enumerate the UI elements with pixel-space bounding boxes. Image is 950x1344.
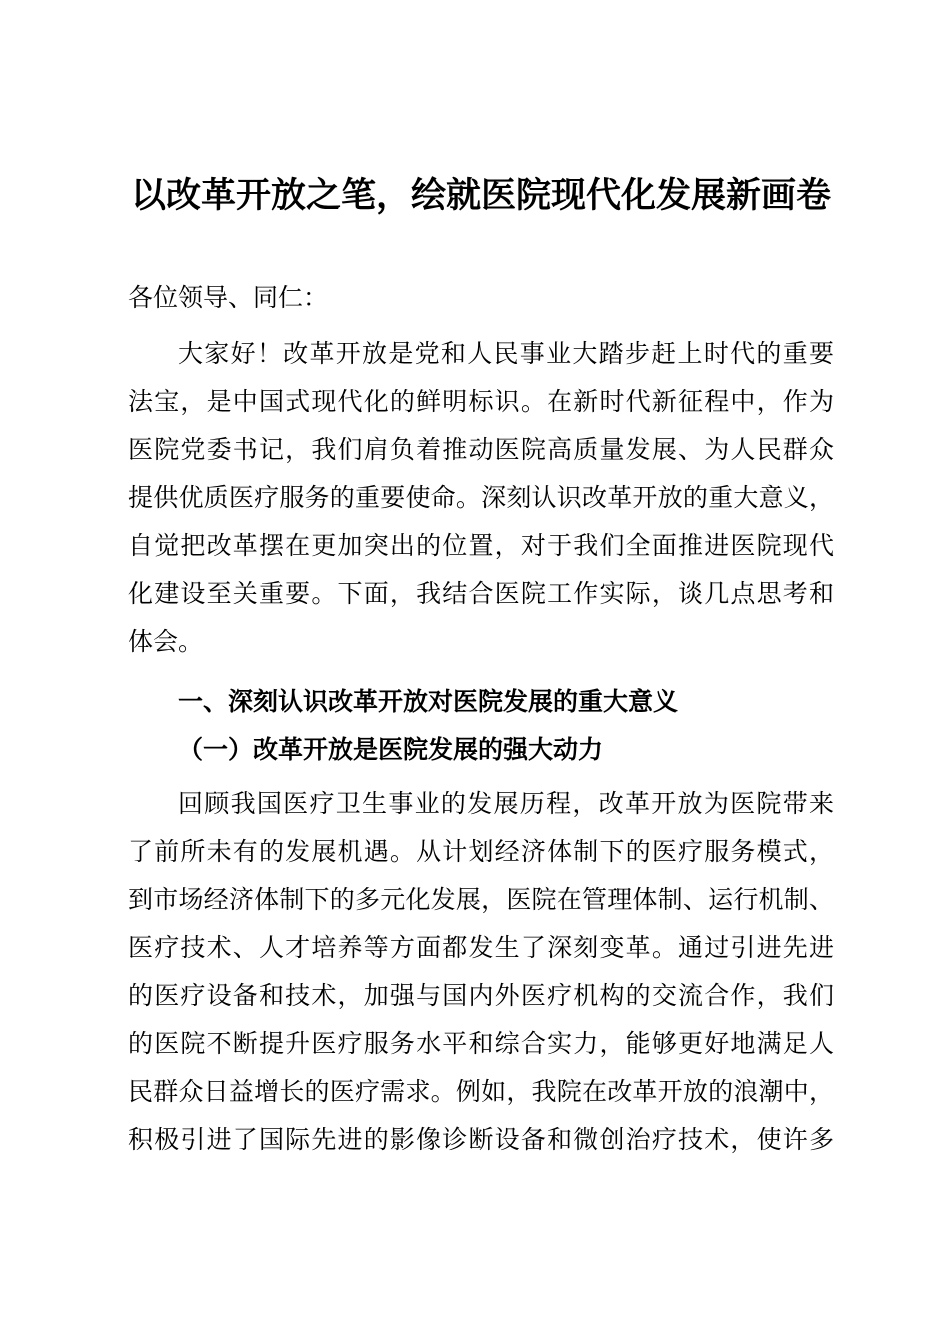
paragraph-line: 医院党委书记，我们肩负着推动医院高质量发展、为人民群众 bbox=[128, 436, 834, 464]
paragraph-line: 到市场经济体制下的多元化发展，医院在管理体制、运行机制、 bbox=[128, 886, 834, 914]
paragraph-line: 积极引进了国际先进的影像诊断设备和微创治疗技术，使许多 bbox=[128, 1126, 834, 1154]
paragraph-line: 提供优质医疗服务的重要使命。深刻认识改革开放的重大意义， bbox=[128, 484, 834, 512]
paragraph-1 bbox=[128, 330, 834, 666]
paragraph-line: 医疗技术、人才培养等方面都发生了深刻变革。通过引进先进 bbox=[128, 934, 834, 962]
paragraph-line: 法宝，是中国式现代化的鲜明标识。在新时代新征程中，作为 bbox=[128, 388, 834, 416]
paragraph-2 bbox=[128, 780, 834, 1164]
paragraph-line: 了前所未有的发展机遇。从计划经济体制下的医疗服务模式， bbox=[128, 838, 834, 866]
paragraph-line: 体会。 bbox=[128, 628, 204, 656]
paragraph-line: 大家好！改革开放是党和人民事业大踏步赶上时代的重要 bbox=[178, 340, 834, 368]
document-title: 以改革开放之笔，绘就医院现代化发展新画卷 bbox=[130, 176, 831, 215]
paragraph-line: 自觉把改革摆在更加突出的位置，对于我们全面推进医院现代 bbox=[128, 532, 834, 560]
paragraph-line: 回顾我国医疗卫生事业的发展历程，改革开放为医院带来 bbox=[178, 790, 834, 818]
salutation-line: 各位领导、同仁： bbox=[128, 284, 329, 312]
paragraph-line: 的医院不断提升医疗服务水平和综合实力，能够更好地满足人 bbox=[128, 1030, 834, 1058]
paragraph-line: 民群众日益增长的医疗需求。例如，我院在改革开放的浪潮中， bbox=[128, 1078, 834, 1106]
paragraph-line: 化建设至关重要。下面，我结合医院工作实际，谈几点思考和 bbox=[128, 580, 834, 608]
section-heading-2: （一）改革开放是医院发展的强大动力 bbox=[178, 736, 604, 764]
paragraph-line: 的医疗设备和技术，加强与国内外医疗机构的交流合作，我们 bbox=[128, 982, 834, 1010]
section-heading-1: 一、深刻认识改革开放对医院发展的重大意义 bbox=[178, 688, 679, 716]
